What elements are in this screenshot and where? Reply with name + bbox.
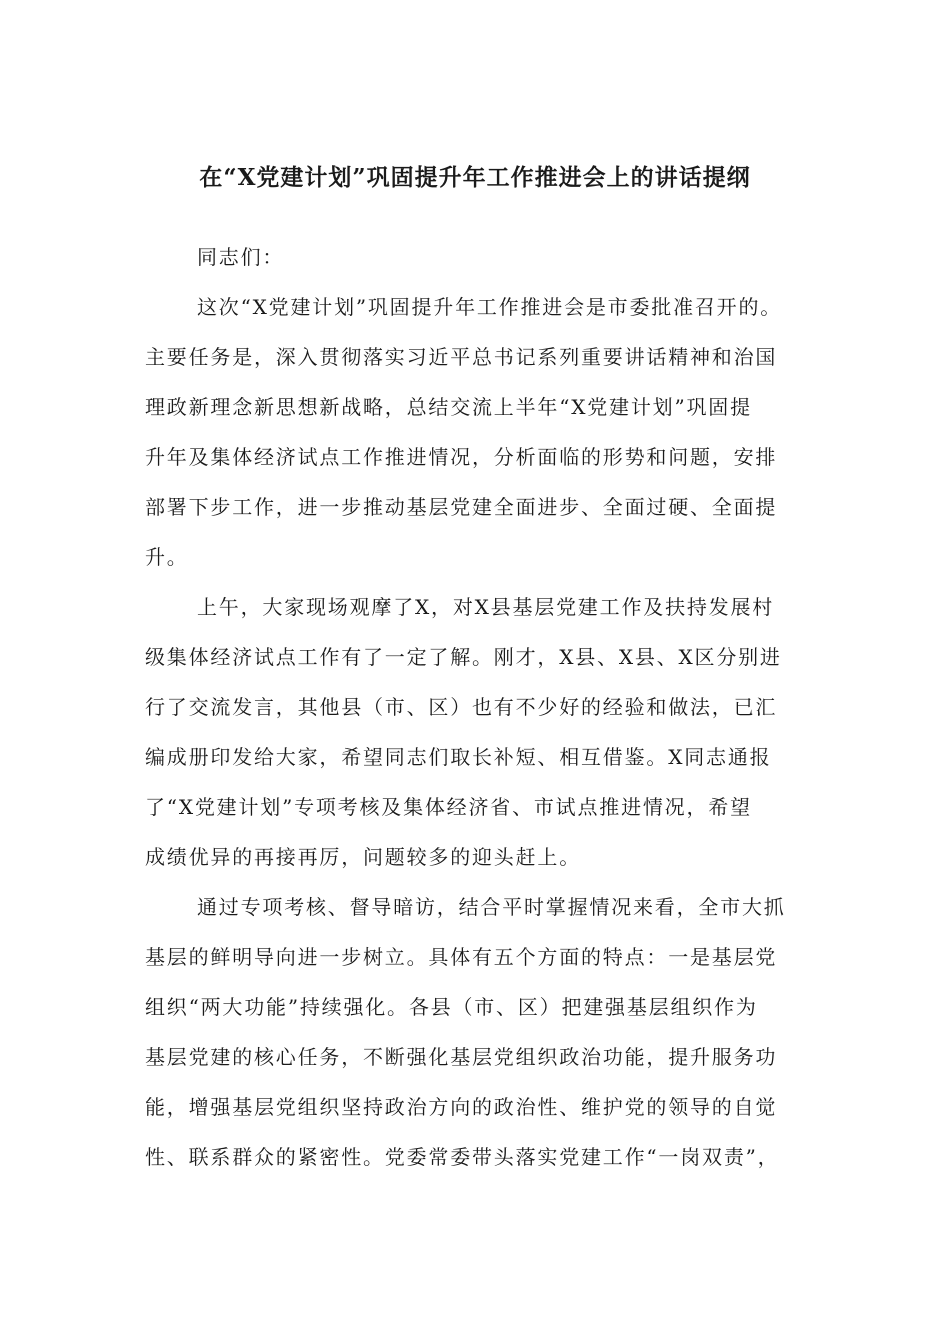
text-line: 部署下步工作，进一步推动基层党建全面进步、全面过硬、全面提 [145, 495, 778, 519]
text-line: 级集体经济试点工作有了一定了解。刚才，X县、X县、X区分别进 [145, 645, 782, 669]
text-line: 同志们： [197, 245, 285, 269]
text-line: 成绩优异的再接再厉，问题较多的迎头赶上。 [145, 845, 581, 869]
text-line: 通过专项考核、督导暗访，结合平时掌握情况来看，全市大抓 [197, 895, 786, 919]
text-line: 升年及集体经济试点工作推进情况，分析面临的形势和问题，安排 [145, 445, 778, 469]
text-line: 理政新理念新思想新战略，总结交流上半年“X党建计划”巩固提 [145, 395, 752, 419]
text-line: 升。 [145, 545, 189, 569]
text-line: 能，增强基层党组织坚持政治方向的政治性、维护党的领导的自觉 [145, 1095, 778, 1119]
text-line: 了“X党建计划”专项考核及集体经济省、市试点推进情况，希望 [145, 795, 752, 819]
document-title: 在“X党建计划”巩固提升年工作推进会上的讲话提纲 [199, 164, 751, 191]
text-line: 组织“两大功能”持续强化。各县（市、区）把建强基层组织作为 [145, 995, 758, 1019]
text-line: 上午，大家现场观摩了X，对X县基层党建工作及扶持发展村 [197, 595, 775, 619]
text-line: 性、联系群众的紧密性。党委常委带头落实党建工作“一岗双责”， [145, 1145, 780, 1169]
text-line: 主要任务是，深入贯彻落实习近平总书记系列重要讲话精神和治国 [145, 345, 778, 369]
document-body [145, 232, 817, 1182]
text-line: 这次“X党建计划”巩固提升年工作推进会是市委批准召开的。 [197, 295, 783, 319]
text-line: 基层的鲜明导向进一步树立。具体有五个方面的特点：一是基层党 [145, 945, 778, 969]
text-line: 基层党建的核心任务，不断强化基层党组织政治功能，提升服务功 [145, 1045, 778, 1069]
text-line: 行了交流发言，其他县（市、区）也有不少好的经验和做法，已汇 [145, 695, 778, 719]
text-line: 编成册印发给大家，希望同志们取长补短、相互借鉴。X同志通报 [145, 745, 772, 769]
